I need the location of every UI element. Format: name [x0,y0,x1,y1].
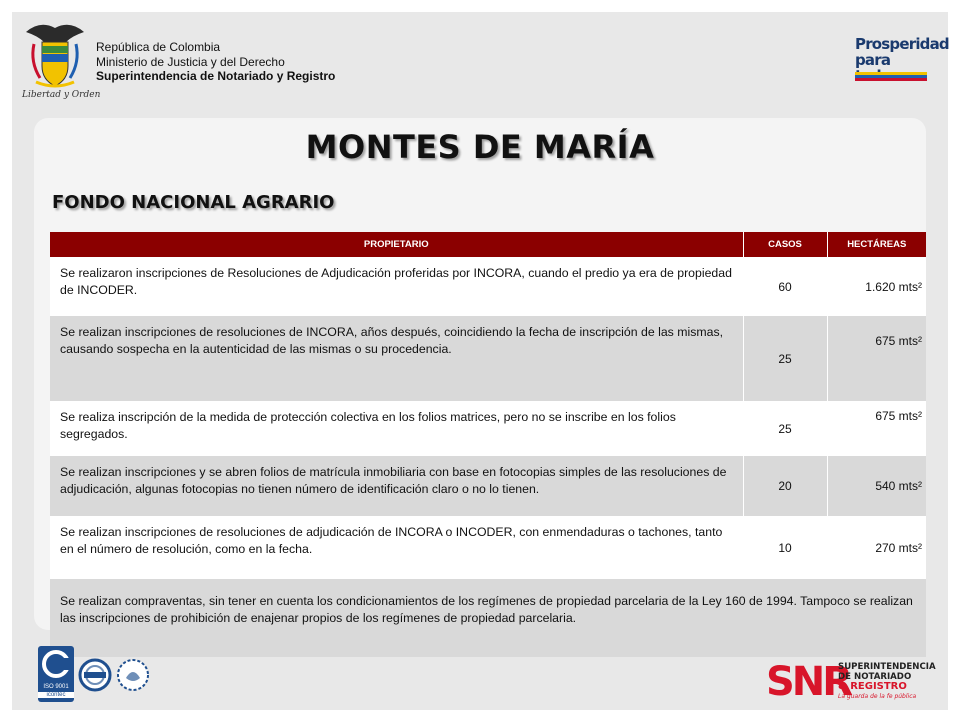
certification-logos [38,646,158,706]
section-subtitle: FONDO NACIONAL AGRARIO [52,192,335,213]
table-header-row [50,232,926,257]
table-row [50,579,926,657]
coat-of-arms-motto: Libertad y Orden [22,90,101,100]
header-hectares: HECTÁREAS [827,232,926,257]
ministry-line: Ministerio de Justicia y del Derecho [96,54,285,69]
slogan-line-1: Prosperidad [855,35,949,53]
snr-text [838,662,936,702]
iso-brand: icontec [38,692,74,698]
slogan-line-2: para [855,51,891,69]
row-area: 1.620 mts² [827,257,926,316]
republic-line: República de Colombia [96,40,221,54]
row-description: Se realizan inscripciones de resoluciones de INCORA, años después, coincidiendo la fecha de inscripción de las mismas, causando sospecha en la autenticidad de las mismas o su procedencia. [50,316,743,401]
row-description: Se realizan inscripciones y se abren folios de matrícula inmobiliaria con base en fotocopias simples de las resoluciones de adjudicación, algunas fotocopias no tienen número de identificación claro o no lo tienen. [50,456,743,516]
snr-mark: SNR [766,659,851,705]
row-cases: 10 [743,516,827,579]
row-area: 270 mts² [827,516,926,579]
row-area: 675 mts² [827,401,926,456]
table-row [50,516,926,579]
snr-line-1: SUPERINTENDENCIA [838,662,936,672]
table-row [50,456,926,516]
snr-line-2: DE NOTARIADO [838,672,912,682]
office-line: Superintendencia de Notariado y Registro [96,69,336,83]
table-row [50,316,926,401]
row-description: Se realiza inscripción de la medida de protección colectiva en los folios matrices, pero no se inscribe en los folios segregados. [50,401,743,456]
table-row [50,401,926,456]
snr-tagline: La guarda de la fe pública [838,693,917,700]
government-text [96,40,335,84]
row-cases: 25 [743,401,827,456]
row-description: Se realizaron inscripciones de Resoluciones de Adjudicación proferidas por INCORA, cuando el predio ya era de propiedad de INCODER. [50,257,743,316]
page-title: MONTES DE MARÍA [305,128,655,166]
row-cases: 60 [743,257,827,316]
table-row [50,257,926,316]
iso-label: ISO 9001 [43,684,69,690]
government-header [22,18,362,106]
iqnet-icon [78,658,112,692]
seal-icon [116,658,150,692]
prosperidad-logo [855,35,949,76]
iso-certification-icon [38,646,74,702]
row-cases: 20 [743,456,827,516]
row-area: 540 mts² [827,456,926,516]
cases-table [50,232,926,657]
header-cases: CASOS [743,232,827,257]
iso-swoosh-icon [38,646,74,680]
row-note: Se realizan compraventas, sin tener en cuenta los condicionamientos de los regímenes de propiedad parcelaria de la Ley 160 de 1994. Tampoco se realizan las inscripciones de prohibición de enajenar propios de los regímenes de propiedad parcelaria. [50,579,926,657]
row-cases: 25 [743,316,827,401]
snr-logo-icon [766,660,936,706]
row-area: 675 mts² [827,316,926,401]
header-owner: PROPIETARIO [50,232,743,257]
row-description: Se realizan inscripciones de resoluciones de adjudicación de INCORA o INCODER, con enmendaduras o tachones, tanto en el número de resolución, como en la fecha. [50,516,743,579]
snr-line-3: & REGISTRO [838,681,907,692]
flag-bar-red [855,78,927,81]
